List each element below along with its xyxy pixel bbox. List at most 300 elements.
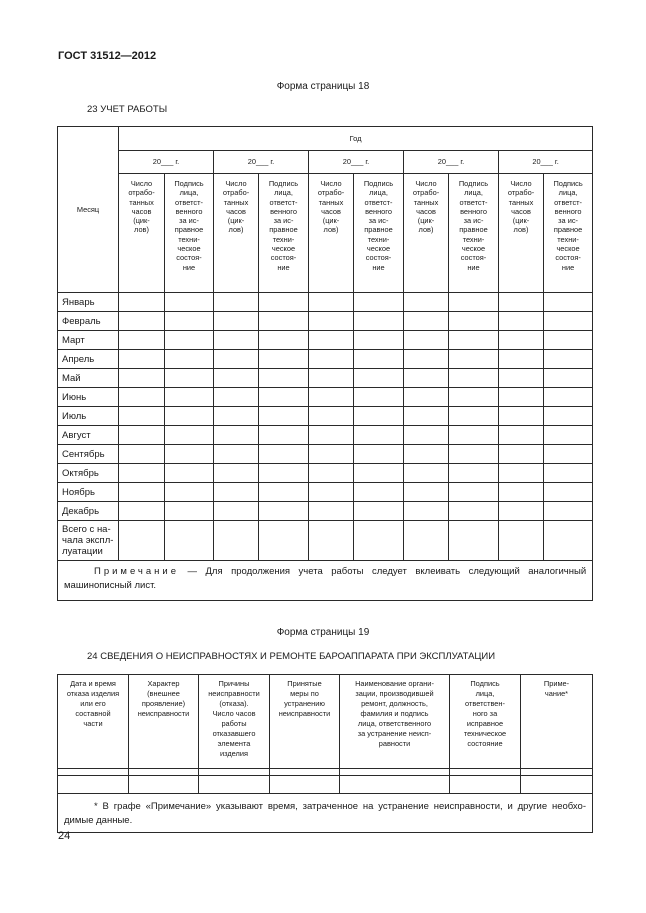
month-cell [499,445,544,464]
month-cell [259,312,309,331]
text-line: правное [174,225,204,235]
text-line: изделия [220,749,248,758]
text-line: за ис- [558,216,578,226]
month-cell [119,369,165,388]
month-cell [309,426,354,445]
text-line: (цик- [322,216,340,226]
month-cell [499,350,544,369]
month-cell [354,426,404,445]
text-line: устранению [284,699,325,708]
month-cell [259,464,309,483]
text-line: отрабо- [128,188,155,198]
month-cell [119,312,165,331]
text-line: ние [277,262,290,272]
month-cell [499,293,544,312]
hours-column-header [119,174,165,293]
month-cell [354,502,404,521]
malfunction-empty-row [58,776,593,794]
month-cell [214,407,259,426]
month-row [58,312,593,331]
text-line: работы [221,719,247,728]
month-cell [499,464,544,483]
month-cell [544,445,593,464]
text-line: или его [80,699,106,708]
text-line: состоя- [555,253,581,263]
text-line: за устранение неисп- [357,729,432,738]
text-line: ческое [177,244,201,254]
text-line: венного [175,206,203,216]
month-cell [544,331,593,350]
text-line: техни- [462,234,485,244]
text-line: Число [415,179,437,188]
month-cell [259,426,309,445]
text-line: ческое [461,244,486,254]
text-line: ческое [271,244,296,254]
month-cell [214,426,259,445]
malfunction-column-header [199,675,270,769]
text-line: лов) [134,225,149,235]
month-cell [119,445,165,464]
month-cell [214,388,259,407]
text-line: танных [508,197,534,207]
note-label: Примечание [94,566,179,577]
text-line: Характер [147,679,180,688]
month-cell [544,502,593,521]
month-cell [259,369,309,388]
month-cell [499,483,544,502]
month-cell [404,293,449,312]
month-cell [259,483,309,502]
month-row [58,407,593,426]
text-line: состоя- [270,253,297,263]
year-cell: 20___ г. [499,151,593,174]
text-line: Приме- [543,679,570,688]
month-cell [354,445,404,464]
month-cell [214,445,259,464]
hours-column-header [309,174,354,293]
month-cell [499,369,544,388]
month-cell [404,369,449,388]
month-cell [499,388,544,407]
text-line: за ис- [179,216,199,226]
text-line: танных [223,197,249,207]
text-line: за ис- [368,216,389,226]
text-line: правное [459,225,488,235]
month-cell [119,293,165,312]
month-cell [544,464,593,483]
month-cell [165,350,214,369]
text-line: часов [131,206,152,216]
text-line: состоя- [365,253,392,263]
text-line: ответст- [364,197,393,207]
malfunction-footnote: * В графе «Примечание» указывают время, затраченное на устранение неисправности, и другие необхо-димые данные. [58,794,593,833]
text-line: Подпись [363,179,394,188]
text-line: отрабо- [507,188,535,198]
month-cell [499,426,544,445]
month-cell [119,331,165,350]
month-cell [119,350,165,369]
text-line: лица, [558,188,578,198]
month-cell [354,464,404,483]
text-line: лов) [418,225,434,235]
month-cell [449,388,499,407]
text-line: лов) [513,225,529,235]
month-cell [165,445,214,464]
month-cell [309,502,354,521]
month-cell [119,483,165,502]
malfunction-column-header [340,675,450,769]
month-label: Сентябрь [58,445,119,464]
month-cell [259,350,309,369]
text-line: ческое [556,244,580,254]
total-label [58,521,119,561]
month-cell [354,407,404,426]
text-line: меры по [290,689,319,698]
page-number: 24 [58,830,71,842]
month-cell [119,464,165,483]
year-cell: 20___ г. [404,151,499,174]
month-cell [165,502,214,521]
month-cell [404,483,449,502]
month-cell [165,483,214,502]
malfunction-column-header [270,675,340,769]
text-line: венного [270,206,297,216]
month-cell [119,502,165,521]
month-cell [214,502,259,521]
form-19-title: Форма страницы 19 [276,627,370,638]
malfunction-header-row [58,675,593,769]
text-line: ответст- [269,197,298,207]
text-line: венного [365,206,392,216]
month-cell [214,350,259,369]
month-cell [214,331,259,350]
month-cell [449,293,499,312]
month-label: Март [58,331,119,350]
total-line-2: луатации [62,546,103,557]
text-line: правное [269,225,298,235]
month-cell [449,350,499,369]
text-line: лица, [475,689,495,698]
text-line: части [83,719,103,728]
month-label: Январь [58,293,119,312]
text-line: чание* [544,689,569,698]
month-cell [309,464,354,483]
month-label: Июнь [58,388,119,407]
standard-designation: ГОСТ 31512—2012 [58,50,157,62]
text-line: венного [554,206,582,216]
text-line: часов [226,206,246,216]
text-line: отказа изделия [66,689,120,698]
text-line: Дата и время [70,679,116,688]
text-line: техническое [463,729,507,738]
month-row [58,293,593,312]
malfunction-column-header [450,675,521,769]
text-line: часов [321,206,341,216]
month-cell [354,369,404,388]
month-cell [404,407,449,426]
month-cell [499,312,544,331]
text-line: лица, [369,188,388,198]
month-cell [309,312,354,331]
month-cell [119,388,165,407]
text-line: ремонт, должность, [361,699,428,708]
month-cell [354,293,404,312]
malfunction-column-header [521,675,593,769]
month-cell [499,331,544,350]
text-line: Число [130,179,153,188]
text-line: танных [129,197,154,207]
month-cell [309,445,354,464]
text-line: Подпись [458,179,489,188]
text-line: Число часов [212,709,256,718]
text-line: элемента [217,739,251,748]
text-line: ответст- [459,197,488,207]
text-line: ние [561,262,575,272]
month-cell [119,407,165,426]
month-cell [404,331,449,350]
section-24-title: 24 СВЕДЕНИЯ О НЕИСПРАВНОСТЯХ И РЕМОНТЕ БАРОАППАРАТА ПРИ ЭКСПЛУАТАЦИИ [87,651,496,662]
month-cell [354,388,404,407]
month-cell [404,312,449,331]
month-cell [259,502,309,521]
text-line: отрабо- [222,188,250,198]
month-cell [404,350,449,369]
text-line: (цик- [417,216,435,226]
total-line-1: чала экспл- [62,535,114,546]
month-cell [354,312,404,331]
month-cell [449,369,499,388]
month-cell [309,483,354,502]
text-line: Наименование органи- [355,679,434,688]
text-line: состоя- [460,253,487,263]
text-line: исправное [466,719,504,728]
text-line: Число [225,179,247,188]
month-row [58,502,593,521]
year-cell: 20___ г. [309,151,404,174]
month-cell [544,407,593,426]
signature-column-header [354,174,404,293]
month-cell [404,388,449,407]
malfunction-column-header [58,675,129,769]
month-row [58,426,593,445]
month-cell [165,369,214,388]
text-line: лица, [179,188,199,198]
text-line: отказавшего [212,729,256,738]
text-line: часов [416,206,436,216]
note-text: — Для продолжения учета работы следует вклеивать следующий аналогичный машинописный лист. [64,566,587,591]
text-line: ние [467,262,480,272]
month-cell [544,369,593,388]
month-cell [309,388,354,407]
month-label: Декабрь [58,502,119,521]
month-cell [165,426,214,445]
text-line: (внешнее [147,689,180,698]
text-line: часов [511,206,531,216]
text-line: (цик- [133,216,150,226]
month-label: Апрель [58,350,119,369]
month-cell [449,407,499,426]
hours-column-header [499,174,544,293]
text-line: лица, [464,188,483,198]
text-line: ческое [366,244,391,254]
month-cell [309,293,354,312]
text-line: отрабо- [412,188,440,198]
subheader-row [58,174,593,293]
text-line: техни- [178,234,200,244]
text-line: ответствен- [465,699,505,708]
month-row [58,350,593,369]
month-row [58,464,593,483]
text-line: ответст- [554,197,582,207]
month-cell [165,464,214,483]
text-line: ответст- [175,197,203,207]
text-line: техни- [272,234,295,244]
signature-column-header [165,174,214,293]
month-row [58,369,593,388]
month-label: Август [58,426,119,445]
text-line: ние [372,262,385,272]
text-line: Подпись [470,679,500,688]
month-cell [214,483,259,502]
text-line: проявление) [141,699,186,708]
text-line: лица, [274,188,293,198]
text-line: (цик- [227,216,245,226]
text-line: Причины [218,679,250,688]
text-line: (отказа). [219,699,249,708]
year-cell: 20___ г. [214,151,309,174]
month-cell [309,369,354,388]
signature-column-header [449,174,499,293]
month-cell [165,312,214,331]
text-line: правное [364,225,393,235]
month-cell [214,312,259,331]
month-label: Октябрь [58,464,119,483]
month-cell [449,502,499,521]
month-label: Февраль [58,312,119,331]
year-cell: 20___ г. [119,151,214,174]
work-record-table [57,126,593,601]
month-cell [499,502,544,521]
form-18-title: Форма страницы 18 [276,81,370,92]
text-line: равности [378,739,411,748]
text-line: неисправности [278,709,331,718]
text-line: состояние [467,739,503,748]
text-line: лов) [323,225,339,235]
hours-column-header [214,174,259,293]
month-cell [259,445,309,464]
month-header: Месяц [58,127,119,293]
month-cell [354,483,404,502]
month-cell [449,426,499,445]
text-line: (цик- [512,216,530,226]
month-cell [119,426,165,445]
text-line: Принятые [287,679,322,688]
total-line-0: Всего с на- [62,524,111,535]
month-cell [354,331,404,350]
month-cell [259,388,309,407]
month-cell [214,293,259,312]
text-line: Число [320,179,342,188]
month-label: Май [58,369,119,388]
month-cell [404,426,449,445]
month-cell [544,350,593,369]
text-line: правное [553,225,583,235]
signature-column-header [544,174,593,293]
month-cell [259,407,309,426]
month-cell [449,464,499,483]
text-line: за ис- [273,216,294,226]
text-line: техни- [367,234,390,244]
month-cell [544,293,593,312]
text-line: Число [510,179,532,188]
years-row [58,151,593,174]
section-23-title: 23 УЧЕТ РАБОТЫ [87,104,168,115]
malfunction-column-header [129,675,199,769]
text-line: танных [318,197,344,207]
month-cell [499,407,544,426]
hours-column-header [404,174,449,293]
text-line: Подпись [174,179,204,188]
month-cell [354,350,404,369]
text-line: за ис- [463,216,484,226]
month-cell [544,312,593,331]
month-cell [165,293,214,312]
text-line: отрабо- [317,188,345,198]
month-cell [544,388,593,407]
text-line: ного за [472,709,498,718]
month-cell [165,331,214,350]
month-row [58,388,593,407]
month-cell [214,369,259,388]
month-cell [165,407,214,426]
year-header: Год [119,127,593,151]
text-line: ние [182,262,196,272]
signature-column-header [259,174,309,293]
month-cell [449,445,499,464]
text-line: танных [413,197,439,207]
text-line: Подпись [553,179,583,188]
form18-note [58,561,593,601]
month-cell [259,293,309,312]
month-cell [214,464,259,483]
malfunction-table [57,674,593,833]
text-line: неисправности [208,689,260,698]
text-line: неисправности [137,709,190,718]
months-body [58,293,593,521]
month-cell [309,407,354,426]
month-cell [259,331,309,350]
malfunction-spacer-row [58,769,593,776]
month-cell [404,445,449,464]
month-cell [309,331,354,350]
month-row [58,331,593,350]
month-cell [544,426,593,445]
month-cell [449,312,499,331]
text-line: лица, ответственного [357,719,432,728]
text-line: составной [75,709,111,718]
text-line: зации, производившей [355,689,434,698]
text-line: лов) [228,225,244,235]
month-cell [165,388,214,407]
text-line: фамилия и подпись [360,709,429,718]
month-cell [309,350,354,369]
text-line: венного [460,206,487,216]
text-line: Подпись [268,179,299,188]
month-cell [544,483,593,502]
month-cell [449,331,499,350]
month-row [58,483,593,502]
month-row [58,445,593,464]
